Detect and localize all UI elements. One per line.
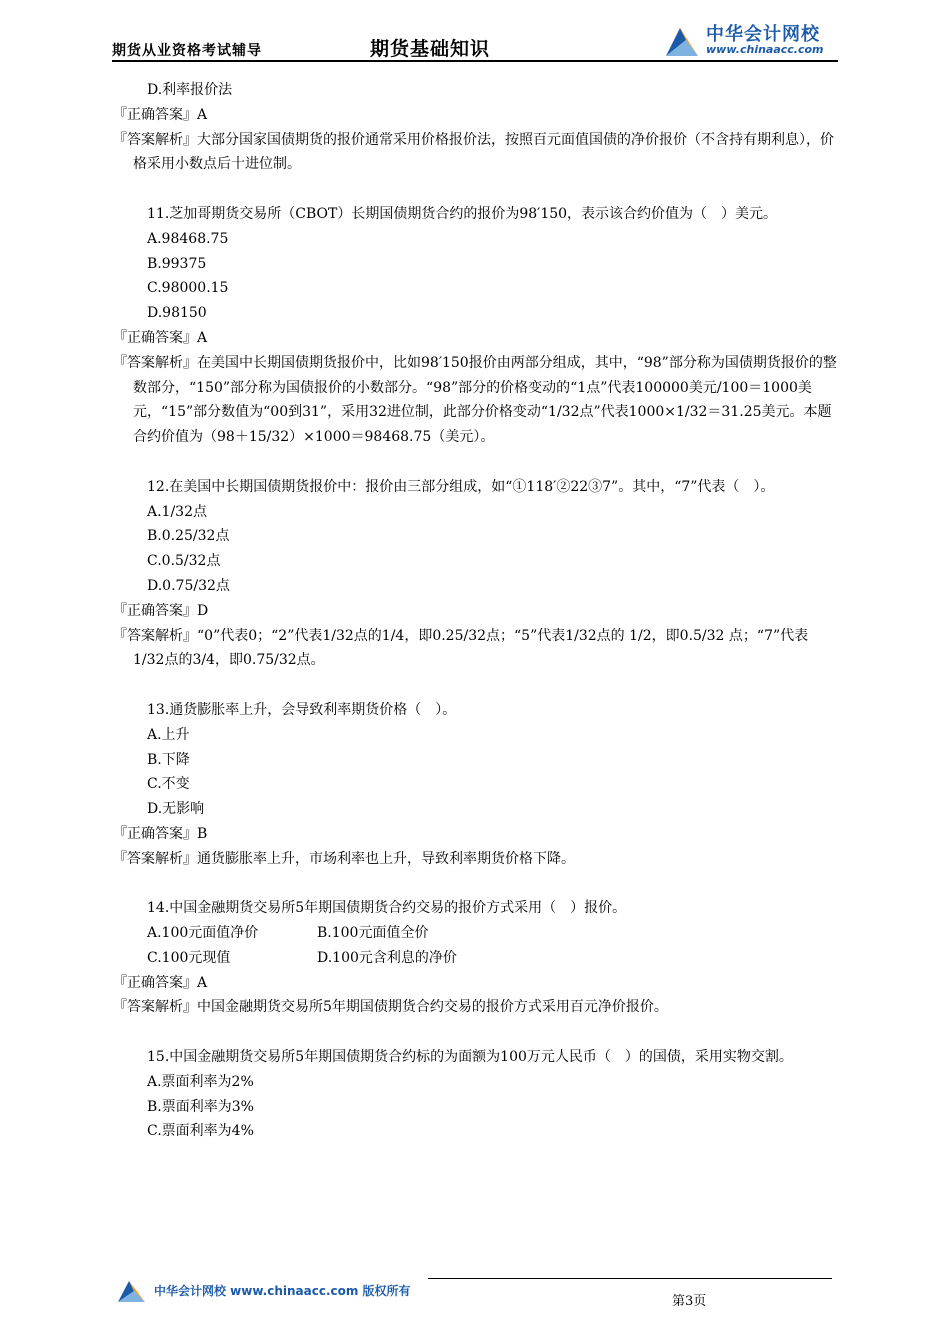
header-logo	[662, 18, 838, 60]
header-left-title: 期货从业资格考试辅导	[112, 43, 262, 59]
question-13-option-b: B.下降	[147, 751, 190, 768]
question-14-option-d: D.100元含利息的净价	[317, 949, 457, 966]
question-14-option-b: B.100元面值全价	[317, 925, 429, 942]
question-12-option-c: C.0.5/32点	[147, 553, 221, 570]
footer-copyright: 中华会计网校 www.chinaacc.com 版权所有	[154, 1284, 411, 1298]
question-12-analysis: 『答案解析』“0”代表0；“2”代表1/32点的1/4，即0.25/32点；“5”代表1/32点的 1/2，即0.5/32 点；“7”代表1/32点的3/4，即0.75/32点。	[113, 627, 809, 669]
question-13-stem: 13.通货膨胀率上升，会导致利率期货价格（ ）。	[147, 701, 457, 718]
question-14-answer: 『正确答案』A	[113, 974, 208, 991]
question-11-option-b: B.99375	[147, 255, 207, 272]
correct-answer: 『正确答案』A	[113, 106, 208, 123]
question-14-analysis: 『答案解析』中国金融期货交易所5年期国债期货合约交易的报价方式采用百元净价报价。	[113, 999, 668, 1016]
question-15-option-a: A.票面利率为2%	[147, 1073, 254, 1090]
question-15-stem: 15.中国金融期货交易所5年期国债期货合约标的为面额为100万元人民币（ ）的国债，采用实物交割。	[147, 1049, 793, 1066]
question-14-option-c: C.100元现值	[147, 949, 231, 966]
header-center-title: 期货基础知识	[370, 38, 491, 60]
question-11-analysis: 『答案解析』在美国中长期国债期货报价中，比如98′150报价由两部分组成，其中，“98”部分称为国债期货报价的整数部分，“150”部分称为国债报价的小数部分。“98”部分的价格变动的“1点”代表100000美元/100＝1000美元，“15”部分数值为“00到31”，采用32进位制，此部分价格变动“1/32点”代表1000×1/32＝31.25美元。本题合约价值为（98＋15/32）×1000＝98468.75（美元）。	[113, 354, 837, 446]
question-11-answer: 『正确答案』A	[113, 329, 208, 346]
question-14-stem: 14.中国金融期货交易所5年期国债期货合约交易的报价方式采用（ ）报价。	[147, 900, 627, 917]
question-11-option-d: D.98150	[147, 305, 207, 322]
question-13-option-d: D.无影响	[147, 801, 205, 818]
answer-analysis: 『答案解析』大部分国家国债期货的报价通常采用价格报价法，按照百元面值国债的净价报价（不含持有期利息），价格采用小数点后十进位制。	[113, 131, 834, 173]
page-footer	[116, 1272, 832, 1312]
question-12-option-b: B.0.25/32点	[147, 528, 230, 545]
logo-mark-icon	[662, 22, 702, 58]
logo-name: 中华会计网校	[706, 24, 820, 45]
question-14-options-row-2	[113, 946, 839, 971]
option-d: D.利率报价法	[147, 82, 233, 98]
question-15-option-b: B.票面利率为3%	[147, 1098, 254, 1115]
page-header	[112, 18, 838, 64]
question-13-option-c: C.不变	[147, 776, 190, 793]
question-15-option-c: C.票面利率为4%	[147, 1123, 254, 1140]
question-13-answer: 『正确答案』B	[113, 825, 208, 842]
document-body	[113, 78, 839, 1144]
question-11-stem: 11.芝加哥期货交易所（CBOT）长期国债期货合约的报价为98′150，表示该合约价值为（ ）美元。	[147, 205, 778, 222]
footer-rule	[428, 1278, 832, 1279]
question-12-option-a: A.1/32点	[147, 503, 207, 520]
question-12-option-d: D.0.75/32点	[147, 577, 230, 594]
question-14-option-a: A.100元面值净价	[147, 925, 259, 942]
footer-logo-icon	[116, 1278, 148, 1304]
question-11-option-a: A.98468.75	[147, 230, 229, 247]
question-14-options-row-1	[113, 921, 839, 946]
question-12-stem: 12.在美国中长期国债期货报价中：报价由三部分组成，如“①118′②22③7”。其中，“7”代表（ ）。	[147, 478, 775, 495]
logo-url: www.chinaacc.com	[706, 43, 824, 56]
page-number: 第3页	[672, 1294, 707, 1309]
question-13-analysis: 『答案解析』通货膨胀率上升，市场利率也上升，导致利率期货价格下降。	[113, 850, 575, 867]
header-rule	[112, 60, 838, 62]
question-12-answer: 『正确答案』D	[113, 602, 209, 619]
question-13-option-a: A.上升	[147, 726, 190, 743]
question-11-option-c: C.98000.15	[147, 280, 229, 297]
